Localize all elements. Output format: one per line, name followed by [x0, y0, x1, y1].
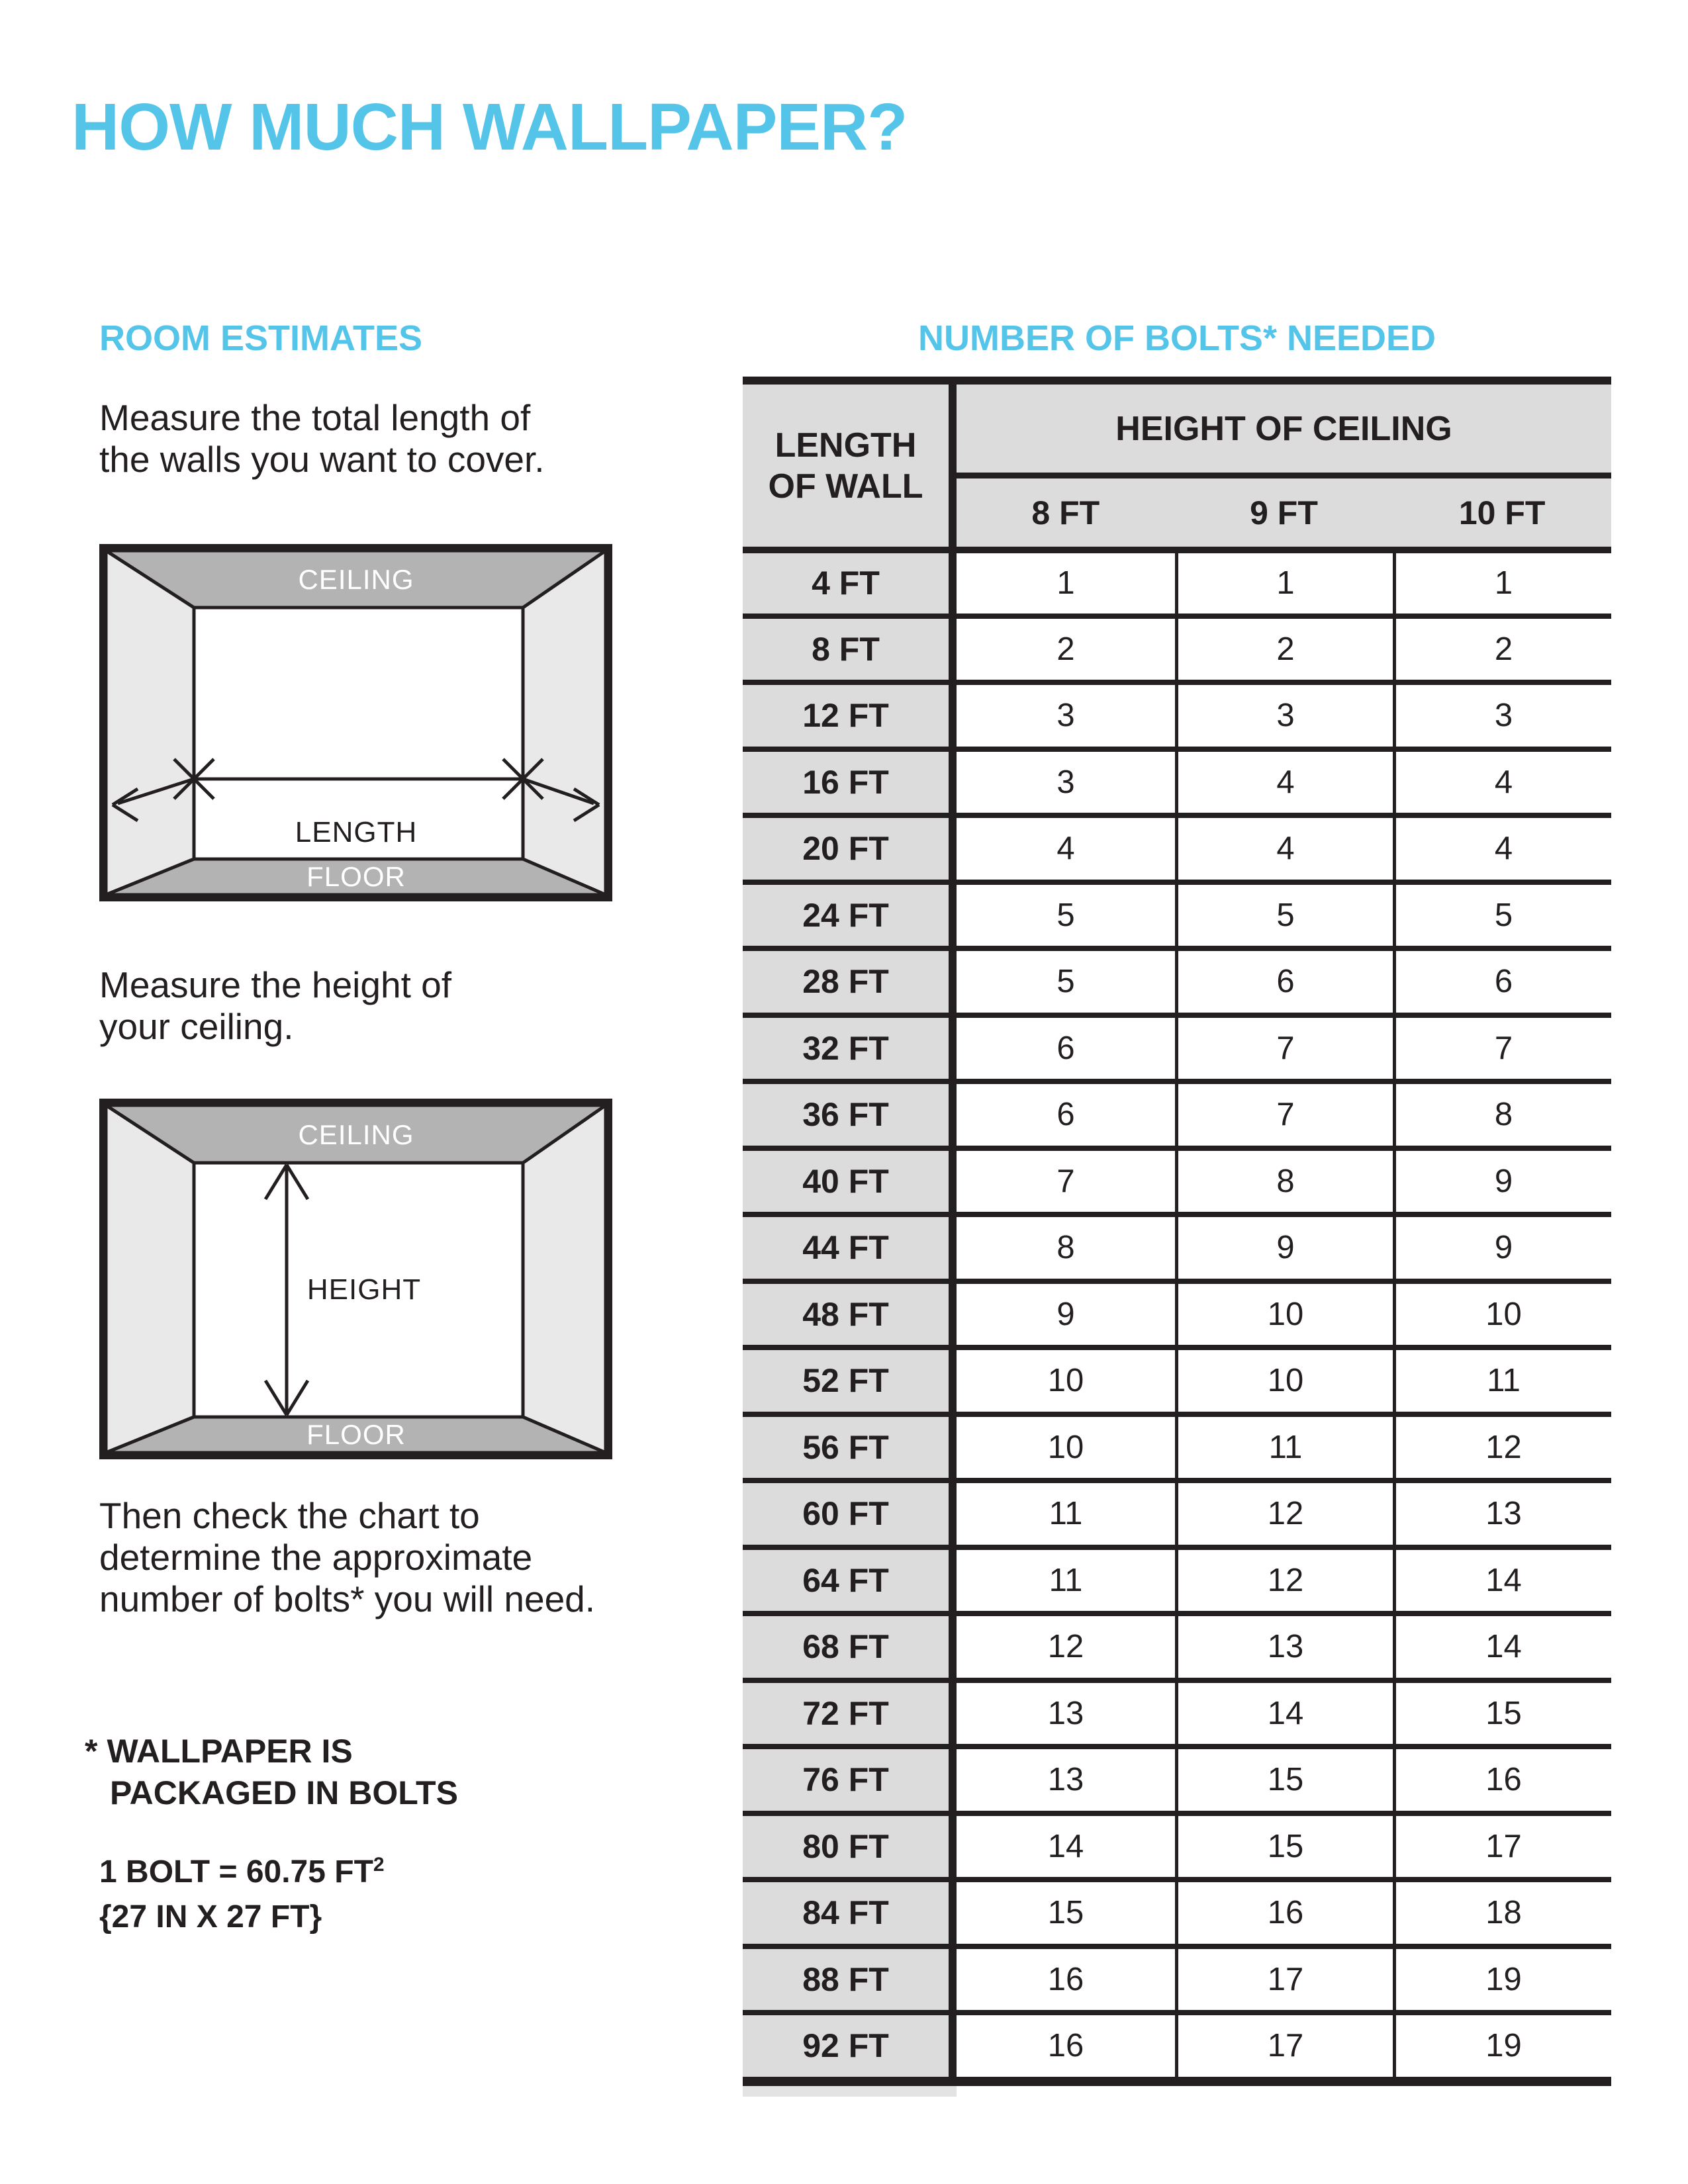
bolt-count-cell: 13: [957, 1683, 1175, 1745]
height-of-ceiling-header: HEIGHT OF CEILING: [957, 385, 1611, 478]
bolt-count-cell: 16: [1393, 1749, 1611, 1811]
wall-length-label: 76 FT: [743, 1749, 957, 1811]
table-row: [743, 1279, 1611, 1345]
paragraph-line: Measure the height of: [99, 964, 452, 1005]
bolt-count-cell: 1: [1175, 553, 1393, 614]
bolt-count-cell: 10: [957, 1350, 1175, 1412]
superscript-2: 2: [373, 1854, 385, 1876]
table-bottom-border: [743, 2077, 1611, 2086]
bolt-count-cell: 4: [1393, 752, 1611, 813]
bolt-count-cell: 7: [1175, 1018, 1393, 1079]
footnote-line: PACKAGED IN BOLTS: [110, 1774, 458, 1811]
bolt-count-cell: 12: [1393, 1417, 1611, 1479]
bolt-count-cell: 4: [957, 818, 1175, 880]
bolt-count-cell: 10: [1393, 1284, 1611, 1345]
bolt-count-cell: 14: [1393, 1616, 1611, 1678]
measure-height-paragraph: [99, 964, 451, 1048]
bolt-count-cell: 15: [1393, 1683, 1611, 1745]
wall-length-label: 92 FT: [743, 2015, 957, 2077]
bolt-count-cell: 3: [957, 685, 1175, 747]
bolt-count-cell: 6: [957, 1018, 1175, 1079]
paragraph-line: your ceiling.: [99, 1006, 294, 1047]
bolt-count-cell: 13: [957, 1749, 1175, 1811]
table-row: [743, 747, 1611, 813]
bolt-count-cell: 9: [1393, 1217, 1611, 1279]
bolt-count-cell: 6: [1393, 951, 1611, 1013]
bolt-count-cell: 17: [1175, 2015, 1393, 2077]
table-row: [743, 1744, 1611, 1811]
bolt-count-cell: 1: [957, 553, 1175, 614]
column-header-8ft: 8 FT: [1031, 494, 1100, 531]
bolt-count-cell: 14: [957, 1816, 1175, 1878]
bolt-count-cell: 11: [1175, 1417, 1393, 1479]
bolt-count-cell: 13: [1175, 1616, 1393, 1678]
wall-length-label: 68 FT: [743, 1616, 957, 1678]
wall-length-label: 20 FT: [743, 818, 957, 880]
bolt-count-cell: 2: [957, 619, 1175, 680]
table-header: [743, 385, 1611, 547]
bolt-count-cell: 9: [1175, 1217, 1393, 1279]
wall-length-label: 4 FT: [743, 553, 957, 614]
table-row: [743, 1678, 1611, 1745]
table-row: [743, 1212, 1611, 1279]
table-row: [743, 1545, 1611, 1612]
paragraph-line: Measure the total length of: [99, 397, 531, 438]
bolt-count-cell: 1: [1393, 553, 1611, 614]
table-row: [743, 1079, 1611, 1146]
paragraph-line: the walls you want to cover.: [99, 439, 545, 480]
bolt-count-cell: 12: [957, 1616, 1175, 1678]
table-body: [743, 547, 1611, 2077]
wall-length-label: 28 FT: [743, 951, 957, 1013]
height-label: HEIGHT: [306, 1273, 422, 1306]
bolt-count-cell: 19: [1393, 1949, 1611, 2011]
table-row: [743, 680, 1611, 747]
paragraph-line: determine the approximate: [99, 1537, 533, 1578]
bolt-count-cell: 9: [957, 1284, 1175, 1345]
bolt-count-cell: 8: [1175, 1151, 1393, 1212]
wall-length-label: 32 FT: [743, 1018, 957, 1079]
bolt-count-cell: 17: [1393, 1816, 1611, 1878]
bolt-count-cell: 4: [1175, 818, 1393, 880]
bolt-count-cell: 15: [1175, 1816, 1393, 1878]
bolt-count-cell: 3: [1175, 685, 1393, 747]
wall-length-label: 56 FT: [743, 1417, 957, 1479]
wall-length-label: 60 FT: [743, 1483, 957, 1545]
bolt-count-cell: 5: [957, 885, 1175, 946]
wall-length-label: 8 FT: [743, 619, 957, 680]
footnote-line: WALLPAPER IS: [107, 1733, 353, 1770]
wall-length-label: 52 FT: [743, 1350, 957, 1412]
table-row: [743, 1345, 1611, 1412]
table-row: [743, 1146, 1611, 1212]
table-row: [743, 1013, 1611, 1079]
bolt-count-cell: 14: [1393, 1550, 1611, 1612]
floor-label: FLOOR: [306, 1419, 406, 1450]
table-row: [743, 813, 1611, 880]
table-row: [743, 1877, 1611, 1944]
bolt-count-cell: 19: [1393, 2015, 1611, 2077]
table-row: [743, 946, 1611, 1013]
paragraph-line: number of bolts* you will need.: [99, 1578, 596, 1619]
bolt-count-cell: 8: [1393, 1084, 1611, 1146]
wall-length-label: 64 FT: [743, 1550, 957, 1612]
table-row: [743, 614, 1611, 680]
ceiling-label: CEILING: [298, 564, 414, 595]
wall-length-label: 72 FT: [743, 1683, 957, 1745]
bolt-count-cell: 12: [1175, 1483, 1393, 1545]
wall-length-label: 36 FT: [743, 1084, 957, 1146]
length-of-wall-header: LENGTH OF WALL: [743, 385, 957, 547]
bolt-count-cell: 13: [1393, 1483, 1611, 1545]
bolt-count-cell: 14: [1175, 1683, 1393, 1745]
bolt-count-cell: 6: [957, 1084, 1175, 1146]
wall-length-label: 48 FT: [743, 1284, 957, 1345]
right-wall: [523, 551, 606, 895]
bolt-definition: [99, 1850, 385, 1940]
bolt-count-cell: 6: [1175, 951, 1393, 1013]
bolt-count-cell: 2: [1393, 619, 1611, 680]
table-row: [743, 547, 1611, 614]
check-chart-paragraph: [99, 1495, 595, 1620]
bolt-count-cell: 18: [1393, 1882, 1611, 1944]
ceiling-label: CEILING: [298, 1119, 414, 1150]
room-length-diagram: [99, 544, 612, 901]
bolt-count-cell: 17: [1175, 1949, 1393, 2011]
bolt-count-cell: 16: [1175, 1882, 1393, 1944]
bolts-needed-heading: NUMBER OF BOLTS* NEEDED: [917, 318, 1436, 358]
bolt-count-cell: 7: [1393, 1018, 1611, 1079]
table-top-border: [743, 377, 1611, 385]
floor-label: FLOOR: [306, 861, 406, 892]
table-left-column-stub: [743, 2086, 957, 2097]
wall-length-label: 40 FT: [743, 1151, 957, 1212]
bolt-equation-line: 1 BOLT = 60.75 $FT^2$: [99, 1854, 385, 1889]
bolts-needed-table: [743, 377, 1611, 2097]
left-wall: [106, 551, 194, 895]
column-header-10ft: 10 FT: [1458, 494, 1546, 531]
bolt-count-cell: 11: [957, 1550, 1175, 1612]
right-wall: [523, 1105, 606, 1453]
wall-length-label: 88 FT: [743, 1949, 957, 2011]
bolt-count-cell: 10: [957, 1417, 1175, 1479]
wall-length-label: 80 FT: [743, 1816, 957, 1878]
wallpaper-bolts-footnote: [85, 1731, 458, 1814]
column-header-9ft: 9 FT: [1250, 494, 1318, 531]
table-row: [743, 880, 1611, 946]
wall-length-label: 84 FT: [743, 1882, 957, 1944]
bolt-count-cell: 3: [957, 752, 1175, 813]
table-row: [743, 1478, 1611, 1545]
bolt-count-cell: 15: [957, 1882, 1175, 1944]
wall-length-label: 12 FT: [743, 685, 957, 747]
room-estimates-heading: ROOM ESTIMATES: [99, 318, 423, 358]
table-row: [743, 2010, 1611, 2077]
length-label: LENGTH: [295, 816, 418, 848]
ceiling-height-diagram: [99, 1099, 612, 1459]
bolt-count-cell: 7: [1175, 1084, 1393, 1146]
bolt-count-cell: 16: [957, 2015, 1175, 2077]
bolt-count-cell: 11: [957, 1483, 1175, 1545]
table-row: [743, 1611, 1611, 1678]
wall-length-label: 24 FT: [743, 885, 957, 946]
table-row: [743, 1412, 1611, 1479]
bolt-count-cell: 11: [1393, 1350, 1611, 1412]
table-row: [743, 1944, 1611, 2011]
bolt-count-cell: 16: [957, 1949, 1175, 2011]
bolt-count-cell: 5: [957, 951, 1175, 1013]
page-title: HOW MUCH WALLPAPER?: [71, 90, 908, 164]
bolt-count-cell: 3: [1393, 685, 1611, 747]
bolt-count-cell: 7: [957, 1151, 1175, 1212]
bolt-count-cell: 15: [1175, 1749, 1393, 1811]
bolt-count-cell: 8: [957, 1217, 1175, 1279]
bolt-count-cell: 10: [1175, 1284, 1393, 1345]
left-wall: [106, 1105, 194, 1453]
bolt-count-cell: 12: [1175, 1550, 1393, 1612]
wall-length-label: 16 FT: [743, 752, 957, 813]
wall-length-label: 44 FT: [743, 1217, 957, 1279]
bolt-count-cell: 10: [1175, 1350, 1393, 1412]
bolt-count-cell: 2: [1175, 619, 1393, 680]
table-row: [743, 1811, 1611, 1878]
asterisk: *: [85, 1733, 98, 1770]
bolt-count-cell: 4: [1175, 752, 1393, 813]
bolt-count-cell: 4: [1393, 818, 1611, 880]
bolt-count-cell: 5: [1393, 885, 1611, 946]
bolt-count-cell: 5: [1175, 885, 1393, 946]
ceiling-height-subheader: [957, 478, 1611, 547]
bolt-dimensions-line: {27 IN X 27 FT}: [99, 1899, 322, 1934]
bolt-count-cell: 9: [1393, 1151, 1611, 1212]
paragraph-line: Then check the chart to: [99, 1495, 480, 1536]
measure-length-paragraph: [99, 397, 545, 480]
